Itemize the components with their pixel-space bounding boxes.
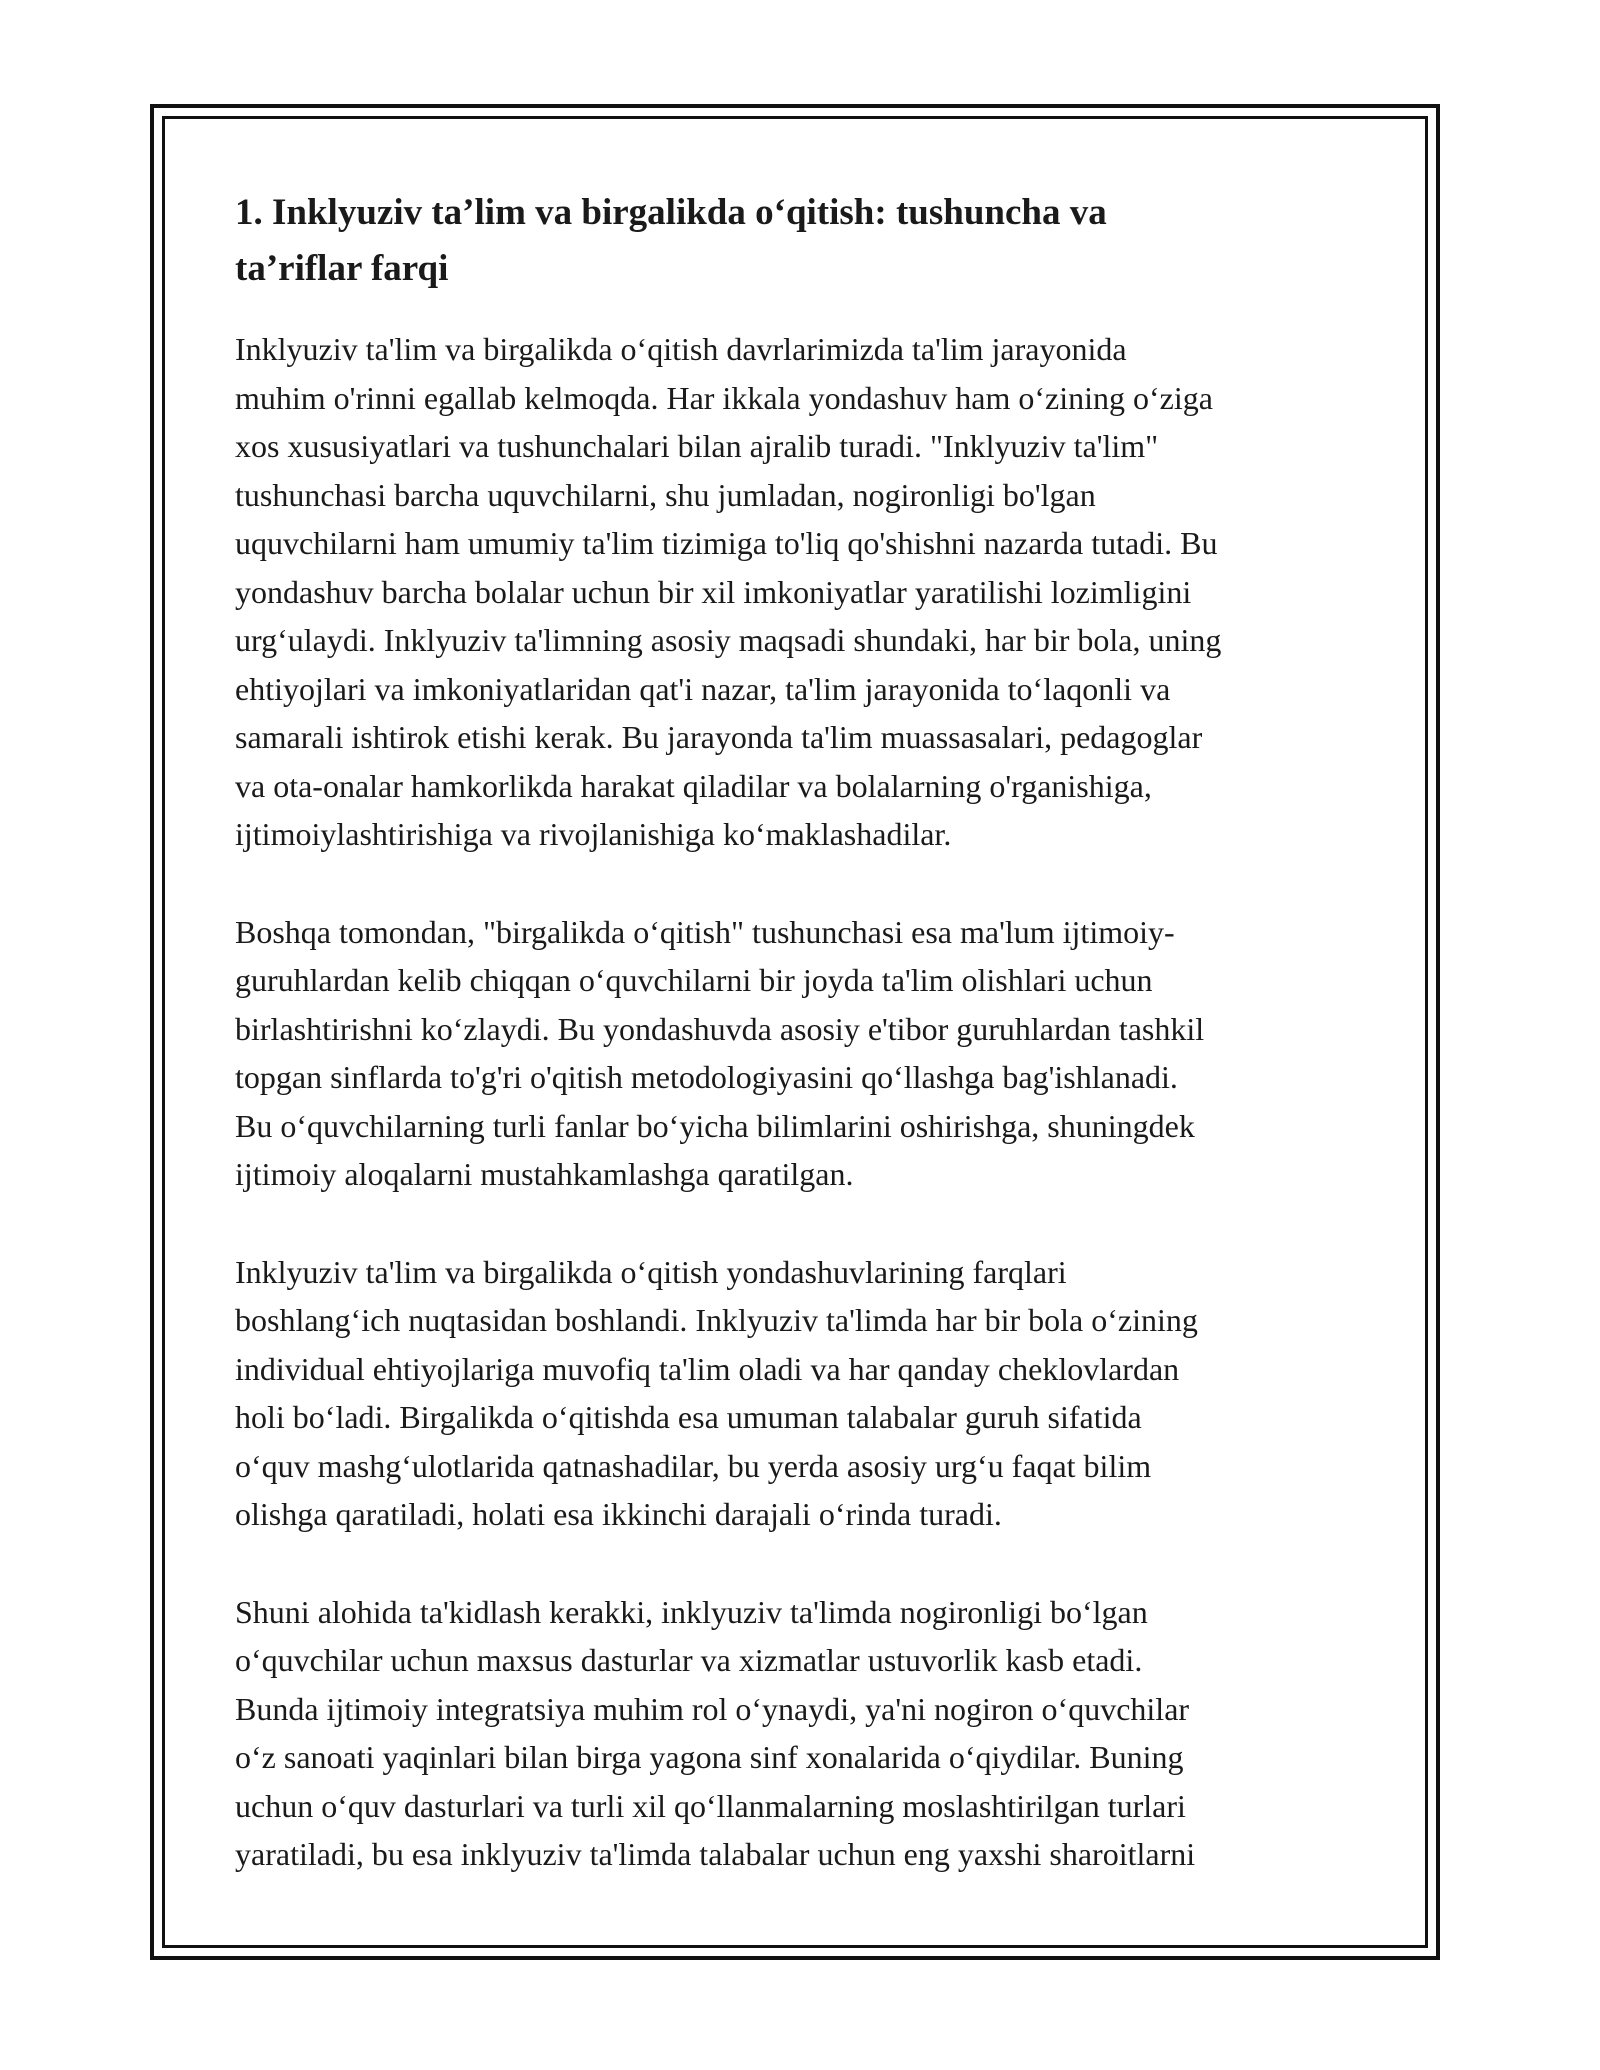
text-line: urgʻulaydi. Inklyuziv ta'limning asosiy maqsadi shundaki, har bir bola, uning [235, 622, 1222, 658]
section-heading: 1. Inklyuziv ta’lim va birgalikda oʻqitish: tushuncha va ta’riflar farqi [235, 192, 1107, 289]
text-line: muhim o'rinni egallab kelmoqda. Har ikkala yondashuv ham oʻzining oʻziga [235, 379, 1213, 416]
text-line: guruhlardan kelib chiqqan oʻquvchilarni bir joyda ta'lim olishlari uchun [235, 962, 1153, 998]
text-line: yaratiladi, bu esa inklyuziv ta'limda talabalar uchun eng yaxshi sharoitlarni [235, 1836, 1196, 1872]
text-line: samarali ishtirok etishi kerak. Bu jarayonda ta'lim muassasalari, pedagoglar [235, 719, 1203, 755]
text-line: ijtimoiylashtirishiga va rivojlanishiga koʻmaklashadilar. [235, 816, 952, 852]
text-line: oʻquv mashgʻulotlarida qatnashadilar, bu yerda asosiy urgʻu faqat bilim [235, 1447, 1152, 1484]
text-line: oʻz sanoati yaqinlari bilan birga yagona sinf xonalarida oʻqiydilar. Buning [235, 1739, 1184, 1775]
paragraph-list [235, 325, 1385, 1879]
paragraph [235, 1588, 1385, 1879]
text-line: ijtimoiy aloqalarni mustahkamlashga qaratilgan. [235, 1156, 854, 1192]
paragraph [235, 1248, 1385, 1539]
text-line: Bunda ijtimoiy integratsiya muhim rol oʻynaydi, ya'ni nogiron oʻquvchilar [235, 1690, 1190, 1727]
text-line: uchun oʻquv dasturlari va turli xil qoʻllanmalarning moslashtirilgan turlari [235, 1787, 1186, 1824]
text-line: Inklyuziv ta'lim va birgalikda oʻqitish davrlarimizda ta'lim jarayonida [235, 331, 1127, 367]
text-line: birlashtirishni koʻzlaydi. Bu yondashuvda asosiy e'tibor guruhlardan tashkil [235, 1010, 1205, 1047]
text-line: Bu oʻquvchilarning turli fanlar boʻyicha bilimlarini oshirishga, shuningdek [235, 1107, 1195, 1144]
text-line: yondashuv barcha bolalar uchun bir xil imkoniyatlar yaratilishi lozimligini [235, 573, 1192, 610]
text-line: ehtiyojlari va imkoniyatlaridan qat'i nazar, ta'lim jarayonida toʻlaqonli va [235, 670, 1171, 707]
paragraph [235, 908, 1385, 1199]
text-line: holi boʻladi. Birgalikda oʻqitishda esa umuman talabalar guruh sifatida [235, 1399, 1142, 1435]
text-line: topgan sinflarda to'g'ri o'qitish metodologiyasini qoʻllashga bag'ishlanadi. [235, 1059, 1178, 1095]
text-line: uquvchilarni ham umumiy ta'lim tizimiga to'liq qo'shishni nazarda tutadi. Bu [235, 525, 1218, 561]
text-line: tushunchasi barcha uquvchilarni, shu jumladan, nogironligi bo'lgan [235, 476, 1096, 513]
text-line: olishga qaratiladi, holati esa ikkinchi darajali oʻrinda turadi. [235, 1496, 1002, 1532]
text-line: oʻquvchilar uchun maxsus dasturlar va xizmatlar ustuvorlik kasb etadi. [235, 1642, 1143, 1678]
text-line: individual ehtiyojlariga muvofiq ta'lim oladi va har qanday cheklovlardan [235, 1350, 1180, 1387]
paragraph [235, 325, 1385, 859]
text-line: Boshqa tomondan, "birgalikda oʻqitish" tushunchasi esa ma'lum ijtimoiy- [235, 913, 1175, 950]
text-line: xos xususiyatlari va tushunchalari bilan ajralib turadi. "Inklyuziv ta'lim" [235, 428, 1159, 464]
text-line: boshlangʻich nuqtasidan boshlandi. Inklyuziv ta'limda har bir bola oʻzining [235, 1302, 1198, 1338]
document-body [235, 185, 1385, 1928]
text-line: Inklyuziv ta'lim va birgalikda oʻqitish yondashuvlarining farqlari [235, 1253, 1067, 1290]
text-line: va ota-onalar hamkorlikda harakat qiladilar va bolalarning o'rganishiga, [235, 767, 1152, 804]
text-line: Shuni alohida ta'kidlash kerakki, inklyuziv ta'limda nogironligi boʻlgan [235, 1593, 1148, 1630]
